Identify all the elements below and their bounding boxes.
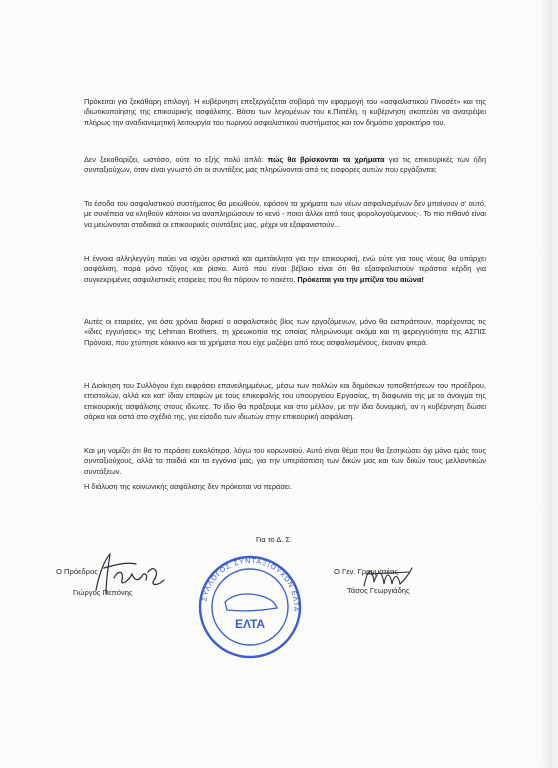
stamp-center-text: ΕΛΤΑ xyxy=(234,617,266,631)
paragraph-2-text-c: για τις επικουρικές των ήδη συνταξιούχων, όταν είναι γνωστό ότι οι συντάξεις μας πληρώνονται από τις εισφορές αυτών που εργάζονται; xyxy=(84,155,486,175)
stamp-seal xyxy=(195,552,305,662)
paragraph-8-text: Η διάλυση της κοινωνικής ασφάλισης δεν πρόκειται να περάσει. xyxy=(84,482,292,491)
secretary-name: Τάσος Γεωργιάδης xyxy=(347,586,410,595)
paragraph-4 xyxy=(84,254,486,285)
paragraph-8 xyxy=(84,482,486,492)
paragraph-3 xyxy=(84,199,486,230)
paragraph-4-bold: Πρόκειται για την μπίζνα του αιώνα! xyxy=(297,274,424,284)
secretary-signature xyxy=(360,560,416,594)
paragraph-5 xyxy=(84,317,486,348)
paragraph-1-text: Πρόκειται για ξεκάθαρη επιλογή. Η κυβέρνηση επεξεργάζεται σοβαρά την εφαρμογή του «ασφαλιστικού Πινοσέτ» και της ιδιωτικοποίησης της επικουρικής ασφάλισης. Βάσει των λεγομένων του κ.Πατέλη, η κυβέρνηση σκοπεύει να ανατρέψει πλήρως την αναδιανεμητική λειτουργία του τωρινού ασφαλιστικού συστήματος και τον δημόσιο χαρακτήρα του. xyxy=(84,97,486,127)
paragraph-6 xyxy=(84,381,486,423)
paragraph-2-text-a: Δεν ξεκαθαρίζει, ωστόσο, ούτε το εξής πολύ απλό: xyxy=(84,155,268,164)
paragraph-6-text: Η Διοίκηση του Συλλόγου έχει εκφράσει επανειλημμένως, μέσω των πολλών και δημόσιων τοποθετήσεων του προέδρου, επιστολών, αλλά και κατ' ίδιαν επαφών με τους επικεφαλής του υπουργείου Εργασίας, τη διαφωνία της με το άνοιγμα της επικουρικής ασφάλισης στους ιδιώτες. Το ίδιο θα πράξουμε και στο μέλλον, με την ίδια δυναμική, αν η κυβέρνηση δώσει σάρκα και οστά στο σχέδιό της, για είσοδο των ιδιωτών στην επικουρική ασφάλιση. xyxy=(84,381,486,422)
page-edge xyxy=(540,0,558,768)
paragraph-7 xyxy=(84,446,486,477)
paragraph-7-text: Και μη νομίζει ότι θα το περάσει ευκολότερα, λόγω του κορωνοϊού. Αυτό είναι θέμα που θα ξεσηκώσει όχι μόνο εμάς τους συνταξιούχους, αλλά τα παιδιά και τα εγγόνια μας, για την υπεράσπιση των δικών μας και των δικών τους μελλοντικών συντάξεων. xyxy=(84,446,486,476)
paragraph-5-text: Αυτές οι εταιρείες, για όσα χρόνια διαρκεί ο ασφαλιστικός βίος των εργαζόμενων, μόνο θα εισπράττουν, παρέχοντας τις «ίδιες εγγυήσεις» της Lehman Brothers, τη χρεωκοπία της οποίας πληρώνουμε ακόμα και τη φερεγγυότητα της ΑΣΠΙΣ Πρόνοια, που χτύπησε κόκκινο και τα χρήματα που είχε μαζέψει από τους ασφαλισμένους, έκαναν φτερά. xyxy=(84,317,486,347)
svg-text:ΣΥΛΛΟΓΟΣ ΣΥΝΤΑΞΙΟΥΧΩΝ ΕΛΤΑ xyxy=(201,558,299,613)
stamp-ring-text: ΣΥΛΛΟΓΟΣ ΣΥΝΤΑΞΙΟΥΧΩΝ ΕΛΤΑ xyxy=(201,557,300,613)
paragraph-1 xyxy=(84,97,486,128)
paragraph-2 xyxy=(84,155,486,176)
president-signature xyxy=(88,550,168,598)
paragraph-4-text-a: Η έννοια αλληλεγγύη παύει να ισχύει οριστικά και αμετάκλητα για την επικουρική, ενώ ούτε για τους νέους θα υπάρχει ασφάλιση, παρά μόνο τζόγος και ρίσκο. Αυτό που είναι βέβαιο είναι ότι θα εξασφαλιστούν τεράστια κέρδη για συγκεκριμένες ασφαλιστικές εταιρείες που θα πάρουν το πακέτο. xyxy=(84,254,486,284)
paragraph-2-bold: πώς θα βρίσκονται τα χρήματα xyxy=(267,155,385,164)
for-board-label: Για το Δ. Σ. xyxy=(256,535,292,544)
president-title: Ο Πρόεδρος xyxy=(56,567,98,576)
president-name: Γιώργος Πεπόνης xyxy=(73,588,133,597)
secretary-title: Ο Γεν. Γραμματέας xyxy=(334,567,399,576)
paragraph-3-text: Τα έσοδα του ασφαλιστικού συστήματος θα μειωθούν, εφόσον τα χρήματα των νέων ασφαλισμένων δεν μπαίνουν σ' αυτό, με συνέπεια να κληθούν κάποιοι να αναπληρώσουν το κενό - ποιοι άλλοι από τους φορολογούμενους-. Το πιο πιθανό είναι να μειώνονται σταδιακά οι επικουρικές συντάξεις μας, μέχρι να εξαφανιστούν... xyxy=(84,199,486,229)
